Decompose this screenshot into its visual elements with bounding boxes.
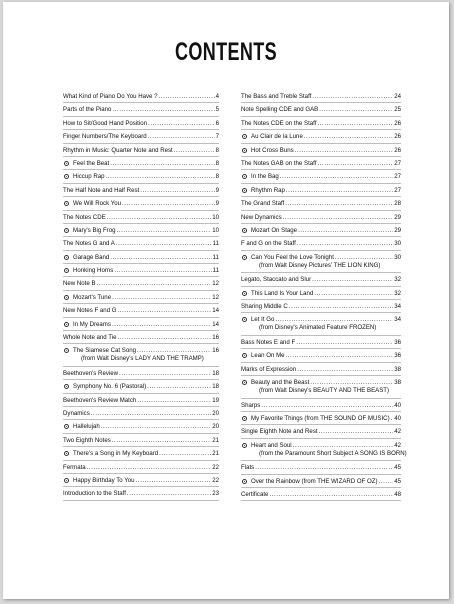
toc-song-entry	[63, 344, 219, 367]
song-bullet-icon	[64, 228, 69, 233]
dot-leader	[312, 276, 393, 284]
dot-leader	[119, 370, 211, 378]
toc-song-entry	[241, 251, 401, 274]
toc-song-entry	[63, 447, 219, 460]
toc-song-entry	[241, 475, 401, 488]
dot-leader	[319, 106, 393, 114]
toc-song-entry	[241, 224, 401, 237]
toc-entry-page: 38	[394, 365, 401, 373]
dot-leader	[335, 254, 393, 262]
toc-entry-page: 27	[394, 159, 401, 167]
dot-leader	[304, 133, 393, 141]
dot-leader	[275, 316, 393, 324]
dot-leader	[112, 294, 211, 302]
dot-leader	[174, 147, 215, 155]
dot-leader	[116, 227, 211, 235]
toc-entry-page: 21	[212, 436, 219, 444]
song-bullet-icon	[242, 228, 247, 233]
toc-entry-title: Mozart On Stage	[251, 226, 298, 234]
toc-entry-page: 40	[394, 414, 401, 422]
toc-entry	[241, 117, 401, 130]
toc-entry-source: (from Walt Disney's BEAUTY AND THE BEAST)	[259, 387, 390, 395]
dot-leader	[127, 490, 211, 498]
dot-leader	[136, 477, 212, 485]
dot-leader	[110, 160, 214, 168]
toc-song-entry	[241, 313, 401, 336]
toc-entry-page: 5	[215, 106, 219, 114]
toc-entry-source: (from Walt Disney's LADY AND THE TRAMP)	[81, 355, 204, 363]
toc-entry-title: Beauty and the Beast	[251, 379, 310, 387]
dot-leader	[112, 321, 211, 329]
toc-entry	[63, 461, 219, 474]
dot-leader	[137, 397, 211, 405]
toc-entry-page: 18	[212, 383, 219, 391]
dot-leader	[110, 254, 211, 262]
dot-leader	[314, 290, 393, 298]
toc-song-entry	[63, 380, 219, 393]
toc-entry-page: 16	[212, 347, 219, 355]
toc-entry	[63, 434, 219, 447]
toc-entry-page: 14	[212, 307, 219, 315]
dot-leader	[118, 334, 212, 342]
dot-leader	[297, 240, 393, 248]
toc-entry-page: 25	[394, 106, 401, 114]
toc-entry	[63, 130, 219, 143]
toc-song-entry	[63, 251, 219, 264]
toc-entry-page: 29	[394, 213, 401, 221]
toc-entry	[241, 197, 401, 210]
toc-song-entry	[63, 264, 219, 277]
toc-entry-title: Whole Note and Tie	[63, 334, 117, 342]
dot-leader	[101, 423, 211, 431]
dot-leader	[283, 214, 394, 222]
song-bullet-icon	[242, 479, 247, 484]
toc-song-entry	[241, 412, 401, 425]
toc-song-entry	[241, 184, 401, 197]
toc-entry-title: Note Spelling CDE and GAB	[241, 106, 319, 114]
toc-entry-page: 9	[215, 186, 219, 194]
toc-entry-page: 20	[212, 423, 219, 431]
toc-entry-page: 36	[394, 338, 401, 346]
dot-leader	[112, 437, 211, 445]
dot-leader	[286, 187, 393, 195]
toc-entry-page: 18	[212, 369, 219, 377]
toc-entry-page: 22	[212, 463, 219, 471]
dot-leader	[112, 106, 214, 114]
dot-leader	[106, 173, 215, 181]
toc-entry	[63, 367, 219, 380]
song-bullet-icon	[242, 148, 247, 153]
toc-entry-title: The Bass and Treble Staff	[241, 93, 312, 100]
toc-entry-title: What Kind of Piano Do You Have ?	[63, 93, 158, 100]
toc-entry-title: Hallelujah	[73, 423, 100, 431]
toc-entry-page: 26	[394, 146, 401, 154]
toc-entry-title: Honking Horns	[73, 267, 114, 275]
toc-entry-page: 30	[394, 253, 401, 261]
toc-entry-source: (from the Paramount Short Subject A SONG IS BORN)	[259, 449, 407, 457]
song-bullet-icon	[64, 161, 69, 166]
toc-entry	[63, 103, 219, 116]
toc-entry-page: 20	[212, 410, 219, 418]
dot-leader	[148, 120, 215, 128]
toc-entry-page: 45	[394, 477, 401, 485]
song-bullet-icon	[64, 255, 69, 260]
toc-entry-title: Dynamics	[63, 410, 90, 418]
toc-entry-title: Au Clair de la Lune	[251, 133, 303, 141]
toc-entry-title: New Dynamics	[241, 213, 282, 221]
toc-entry-title: Beethoven's Review Match	[63, 396, 137, 404]
toc-entry-page: 36	[394, 352, 401, 360]
toc-entry-title: How to Sit/Good Hand Position	[63, 119, 148, 127]
toc-song-entry	[241, 130, 401, 143]
toc-entry-page: 11	[212, 240, 219, 248]
dot-leader	[296, 339, 393, 347]
dot-leader	[286, 352, 394, 360]
toc-entry	[63, 331, 219, 344]
toc-entry-page: 10	[212, 226, 219, 234]
toc-song-entry	[63, 224, 219, 237]
dot-leader	[147, 383, 211, 391]
toc-entry-title: There's a Song in My Keyboard	[73, 450, 159, 458]
toc-entry-page: 24	[394, 93, 401, 100]
toc-entry-source: (from Disney's Animated Feature FROZEN)	[259, 324, 377, 332]
toc-entry-title: F and G on the Staff	[241, 240, 296, 248]
toc-entry-title: Symphony No. 6 (Pastoral)	[73, 383, 147, 391]
toc-entry-page: 48	[394, 490, 401, 498]
toc-entry-page: 12	[212, 280, 219, 288]
toc-song-entry	[241, 439, 407, 462]
toc-entry-title: The Grand Staff	[241, 200, 285, 208]
toc-entry-page: 28	[394, 200, 401, 208]
toc-entry-page: 16	[212, 334, 219, 342]
dot-leader	[137, 347, 211, 355]
toc-song-entry	[241, 287, 401, 300]
toc-entry-title: Sharps	[241, 401, 261, 409]
toc-entry-page: 11	[212, 267, 219, 275]
dot-leader	[310, 379, 393, 387]
toc-song-entry	[63, 474, 219, 487]
dot-leader	[255, 464, 393, 472]
toc-entry-title: New Note B	[63, 280, 96, 288]
dot-leader	[269, 491, 393, 499]
toc-entry-page: 22	[212, 477, 219, 485]
toc-entry	[241, 90, 401, 103]
toc-entry-page: 26	[394, 119, 401, 127]
dot-leader	[261, 402, 393, 410]
song-bullet-icon	[242, 416, 247, 421]
toc-entry-title: Garage Band	[73, 253, 110, 261]
dot-leader	[118, 307, 212, 315]
toc-entry-page: 7	[215, 133, 219, 141]
dot-leader	[297, 366, 393, 374]
toc-entry-title: Two Eighth Notes	[63, 436, 111, 444]
song-bullet-icon	[242, 291, 247, 296]
toc-entry-title: Mozart's Tune	[73, 293, 112, 301]
song-bullet-icon	[242, 255, 247, 260]
toc-entry-page: 8	[215, 159, 219, 167]
toc-entry	[241, 488, 401, 501]
dot-leader	[280, 173, 393, 181]
toc-song-entry	[241, 170, 401, 183]
toc-entry-title: Heart and Soul	[251, 441, 292, 449]
toc-song-entry	[241, 349, 401, 362]
toc-entry-title: The Siamese Cat Song	[73, 347, 137, 355]
toc-entry-page: 4	[215, 93, 219, 100]
toc-entry-page: 19	[212, 396, 219, 404]
song-bullet-icon	[242, 380, 247, 385]
dot-leader	[379, 478, 394, 486]
toc-entry	[63, 237, 219, 250]
toc-entry-page: 6	[215, 119, 219, 127]
toc-entry-title: Single Eighth Note and Rest	[241, 428, 318, 436]
toc-entry-page: 26	[394, 133, 401, 141]
dot-leader	[317, 120, 393, 128]
toc-entry	[241, 157, 401, 170]
toc-entry-title: Let It Go	[251, 316, 275, 324]
toc-entry-title: The Notes CDE on the Staff	[241, 119, 317, 127]
dot-leader	[159, 93, 215, 101]
toc-entry-title: Hiccup Rap	[73, 173, 105, 181]
toc-song-entry	[63, 157, 219, 170]
toc-entry-page: 23	[212, 490, 219, 498]
toc-entry-source: (from Walt Disney Pictures' THE LION KING)	[259, 261, 381, 269]
dot-leader	[317, 160, 393, 168]
toc-entry-title: Bass Notes E and F	[241, 338, 296, 346]
dot-leader	[91, 410, 211, 418]
toc-entry	[63, 211, 219, 224]
toc-entry-page: 42	[394, 428, 401, 436]
dot-leader	[312, 93, 393, 101]
toc-entry-title: Flats	[241, 464, 255, 472]
page-title: CONTENTS	[175, 38, 277, 66]
toc-entry-page: 34	[394, 302, 401, 310]
toc-entry-title: We Will Rock You	[73, 200, 121, 208]
toc-entry-title: Can You Feel the Love Tonight	[251, 253, 334, 261]
toc-entry	[241, 211, 401, 224]
toc-entry-title: Feel the Beat	[73, 159, 110, 167]
toc-entry	[63, 90, 219, 103]
toc-entry-page: 32	[394, 289, 401, 297]
dot-leader	[97, 280, 212, 288]
toc-entry-page: 42	[394, 441, 401, 449]
dot-leader	[114, 267, 211, 275]
toc-entry-title: The Half Note and Half Rest	[63, 186, 140, 194]
toc-entry-title: Legato, Staccato and Slur	[241, 276, 312, 284]
toc-entry	[241, 461, 401, 474]
toc-entry-page: 12	[212, 293, 219, 301]
song-bullet-icon	[242, 443, 247, 448]
toc-entry-title: Mary's Big Frog	[73, 226, 116, 234]
toc-song-entry	[63, 318, 219, 331]
dot-leader	[295, 147, 394, 155]
dot-leader	[107, 214, 212, 222]
toc-song-entry	[63, 197, 219, 210]
toc-entry-page: 30	[394, 240, 401, 248]
dot-leader	[116, 240, 212, 248]
toc-entry-page: 8	[215, 146, 219, 154]
toc-entry	[241, 425, 401, 438]
toc-entry-title: Sharing Middle C	[241, 302, 288, 310]
toc-entry-page: 27	[394, 173, 401, 181]
toc-entry-page: 8	[215, 173, 219, 181]
toc-entry-title: Parts of the Piano	[63, 106, 112, 114]
toc-entry-title: Rhythm in Music: Quarter Note and Rest	[63, 146, 173, 154]
toc-entry	[63, 407, 219, 420]
dot-leader	[87, 464, 212, 472]
toc-entry-page: 38	[394, 379, 401, 387]
toc-entry-title: The Notes CDE	[63, 213, 106, 221]
toc-entry-title: The Notes GAB on the Staff	[241, 159, 317, 167]
toc-entry-page: 14	[212, 320, 219, 328]
dot-leader	[319, 428, 394, 436]
dot-leader	[293, 442, 394, 450]
toc-entry-title: Beethoven's Review	[63, 369, 119, 377]
toc-entry-page: 21	[212, 450, 219, 458]
toc-entry-page: 27	[394, 186, 401, 194]
toc-entry	[241, 363, 401, 376]
dot-leader	[148, 133, 215, 141]
toc-entry-title: In My Dreams	[73, 320, 111, 328]
toc-entry	[241, 336, 401, 349]
toc-entry-title: In the Bag	[251, 173, 279, 181]
toc-entry	[63, 117, 219, 130]
song-bullet-icon	[242, 188, 247, 193]
document-page	[3, 2, 449, 599]
toc-entry-title: The Notes G and A	[63, 240, 115, 248]
toc-entry-title: Lean On Me	[251, 352, 285, 360]
toc-entry	[241, 300, 401, 313]
dot-leader	[289, 303, 393, 311]
toc-entry-page: 34	[394, 316, 401, 324]
toc-entry	[63, 144, 219, 157]
toc-entry-title: Happy Birthday To You	[73, 477, 135, 485]
toc-entry-title: Over the Rainbow (from THE WIZARD OF OZ)	[251, 477, 378, 485]
toc-entry-page: 32	[394, 276, 401, 284]
toc-entry	[241, 273, 401, 286]
toc-entry	[63, 394, 219, 407]
toc-right-column	[241, 90, 407, 501]
toc-entry	[63, 277, 219, 290]
toc-entry-title: New Notes F and G	[63, 307, 117, 315]
dot-leader	[391, 415, 394, 423]
toc-entry-title: Fermata	[63, 463, 86, 471]
toc-entry-page: 29	[394, 226, 401, 234]
dot-leader	[298, 227, 393, 235]
dot-leader	[159, 450, 211, 458]
song-bullet-icon	[64, 322, 69, 327]
toc-song-entry	[63, 420, 219, 433]
toc-entry-page: 11	[212, 253, 219, 261]
toc-left-column	[63, 90, 219, 501]
toc-entry	[63, 487, 219, 500]
dot-leader	[122, 200, 215, 208]
toc-song-entry	[241, 144, 401, 157]
toc-entry-title: Hot Cross Buns	[251, 146, 294, 154]
toc-entry-page: 45	[394, 464, 401, 472]
toc-entry	[63, 304, 219, 317]
toc-entry	[241, 399, 401, 412]
toc-entry-title: Introduction to the Staff	[63, 490, 126, 498]
toc-song-entry	[63, 170, 219, 183]
toc-entry	[63, 184, 219, 197]
toc-song-entry	[63, 291, 219, 304]
toc-entry-page: 40	[394, 401, 401, 409]
dot-leader	[285, 200, 393, 208]
toc-entry-title: Rhythm Rap	[251, 186, 285, 194]
toc-entry-page: 10	[212, 213, 219, 221]
toc-entry	[241, 237, 401, 250]
toc-entry	[241, 103, 401, 116]
toc-entry-title: Marks of Expression	[241, 365, 297, 373]
toc-entry-title: This Land Is Your Land	[251, 289, 314, 297]
toc-entry-page: 9	[215, 200, 219, 208]
toc-entry-title: Certificate	[241, 490, 269, 498]
toc-entry-title: Finger Numbers/The Keyboard	[63, 133, 147, 141]
toc-song-entry	[241, 376, 401, 399]
dot-leader	[140, 187, 214, 195]
song-bullet-icon	[64, 295, 69, 300]
toc-entry-title: My Favorite Things (from THE SOUND OF MUSIC)	[251, 414, 390, 422]
